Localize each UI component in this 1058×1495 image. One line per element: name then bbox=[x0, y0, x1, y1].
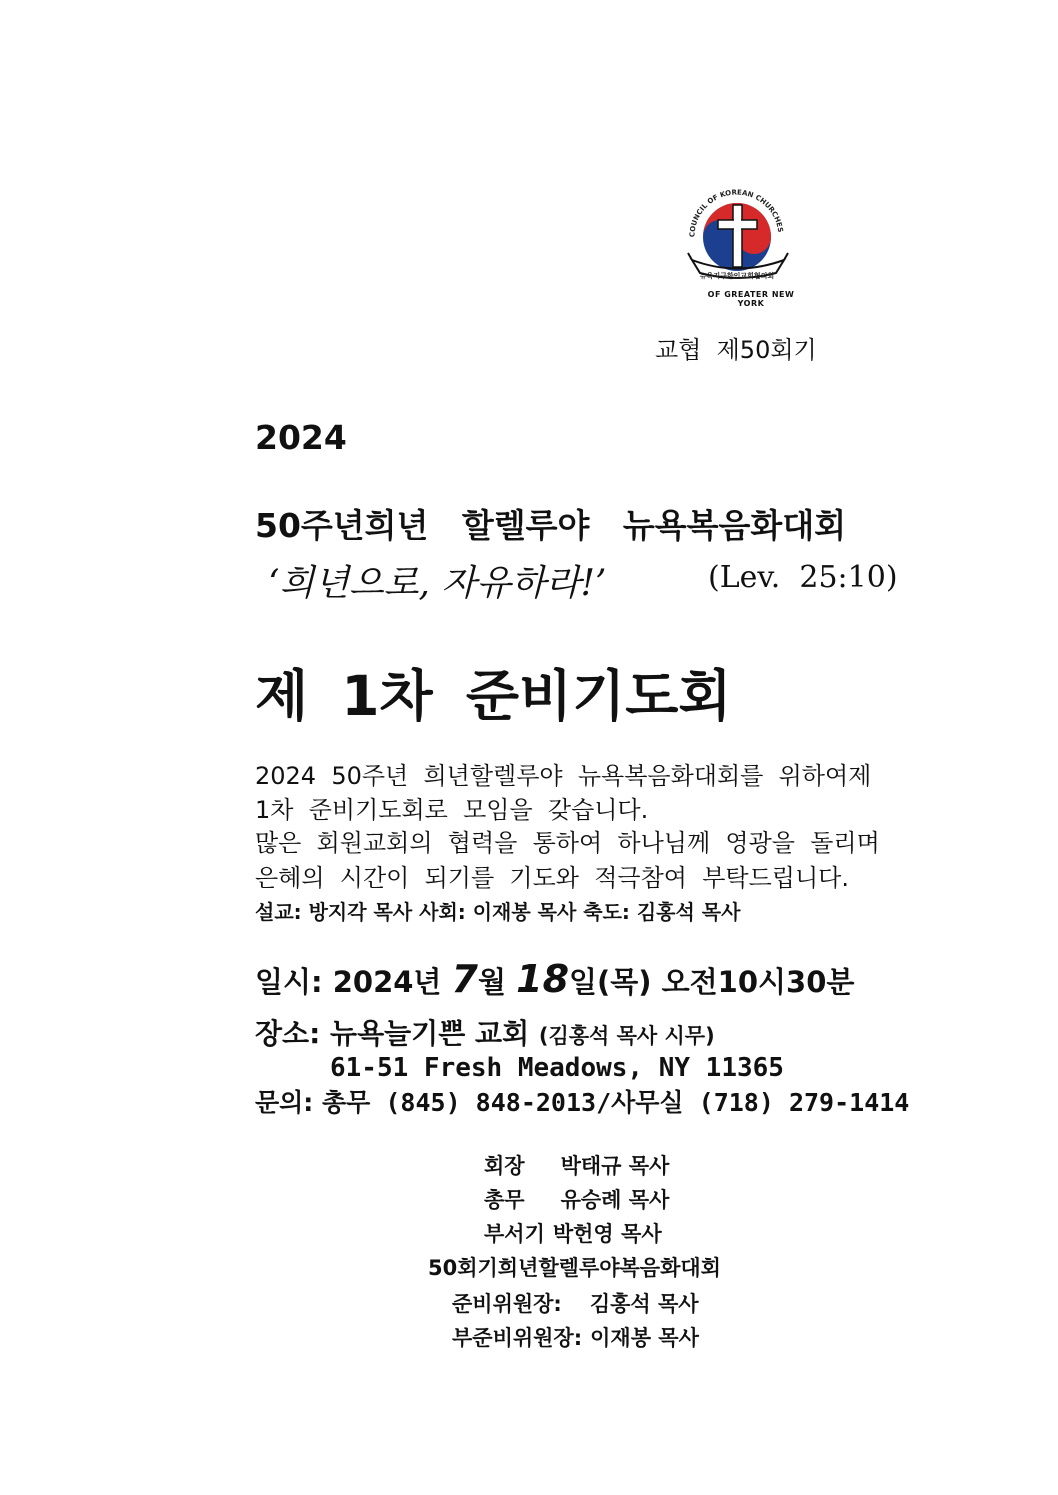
officer-title: 부준비위원장: bbox=[452, 1326, 583, 1350]
scripture-reference: (Lev. 25:10) bbox=[708, 560, 898, 595]
officer-title: 회장 bbox=[484, 1154, 525, 1178]
event-year: 2024 bbox=[255, 418, 347, 457]
intro-line-3: 많은 회원교회의 협력을 통하여 하나님께 영광을 돌리며 bbox=[255, 829, 880, 857]
officer-name: 박태규 목사 bbox=[560, 1154, 670, 1178]
date-day: 18 bbox=[516, 957, 570, 1001]
date-line bbox=[255, 957, 854, 1001]
svg-text:COUNCIL OF KOREAN CHURCHES: COUNCIL OF KOREAN CHURCHES bbox=[688, 188, 785, 238]
officer-vice-secretary bbox=[484, 1218, 662, 1248]
officer-committee-vice-chair bbox=[452, 1322, 699, 1352]
officer-title: 총무 bbox=[484, 1188, 525, 1212]
event-theme: ‘희년으로, 자유하라!’ bbox=[268, 563, 607, 604]
officer-name: 이재봉 목사 bbox=[590, 1326, 699, 1350]
contact-info: 총무 (845) 848-2013/사무실 (718) 279-1414 bbox=[322, 1088, 910, 1117]
date-month: 7 bbox=[451, 957, 478, 1001]
logo-korean-text: 뉴욕지구한인교회협의회 bbox=[699, 272, 775, 280]
meeting-title: 제 1차 준비기도회 bbox=[255, 664, 732, 728]
officer-name: 박헌영 목사 bbox=[552, 1222, 662, 1246]
officer-secretary-general bbox=[484, 1184, 669, 1214]
date-month-unit: 월 bbox=[478, 965, 517, 999]
venue-line bbox=[255, 1012, 715, 1052]
officer-title: 부서기 bbox=[484, 1222, 545, 1246]
intro-line-4: 은혜의 시간이 되기를 기도와 적극참여 부탁드립니다. bbox=[255, 864, 849, 892]
venue-address: 61-51 Fresh Meadows, NY 11365 bbox=[330, 1053, 784, 1083]
session-label: 교협 제50회기 bbox=[655, 336, 817, 364]
intro-line-2: 1차 준비기도회로 모임을 갖습니다. bbox=[255, 796, 649, 824]
logo-bottom-text: OF GREATER NEW YORK bbox=[707, 290, 795, 308]
officer-president bbox=[484, 1150, 669, 1180]
officer-name: 유승례 목사 bbox=[560, 1188, 670, 1212]
venue-note: (김홍석 목사 시무) bbox=[538, 1024, 715, 1048]
contact-line bbox=[255, 1083, 909, 1119]
intro-line-1: 2024 50주년 희년할렐루야 뉴욕복음화대회를 위하여제 bbox=[255, 762, 872, 790]
officer-title: 준비위원장: bbox=[452, 1292, 562, 1316]
committee-name bbox=[428, 1252, 721, 1282]
date-label: 일시: 2024년 bbox=[255, 965, 452, 999]
officer-committee-chair bbox=[452, 1288, 699, 1318]
venue-label: 장소: 뉴욕늘기쁜 교회 bbox=[255, 1017, 539, 1050]
officiants-line: 설교: 방지각 목사 사회: 이재봉 목사 축도: 김홍석 목사 bbox=[255, 900, 741, 924]
event-title: 50주년희년 할렐루야 뉴욕복음화대회 bbox=[255, 506, 847, 545]
date-rest: 일(목) 오전10시30분 bbox=[569, 965, 855, 999]
contact-label: 문의: bbox=[255, 1088, 323, 1117]
officer-name: 김홍석 목사 bbox=[589, 1292, 699, 1316]
committee-title: 50회기희년할렐루야복음화대회 bbox=[428, 1256, 721, 1280]
